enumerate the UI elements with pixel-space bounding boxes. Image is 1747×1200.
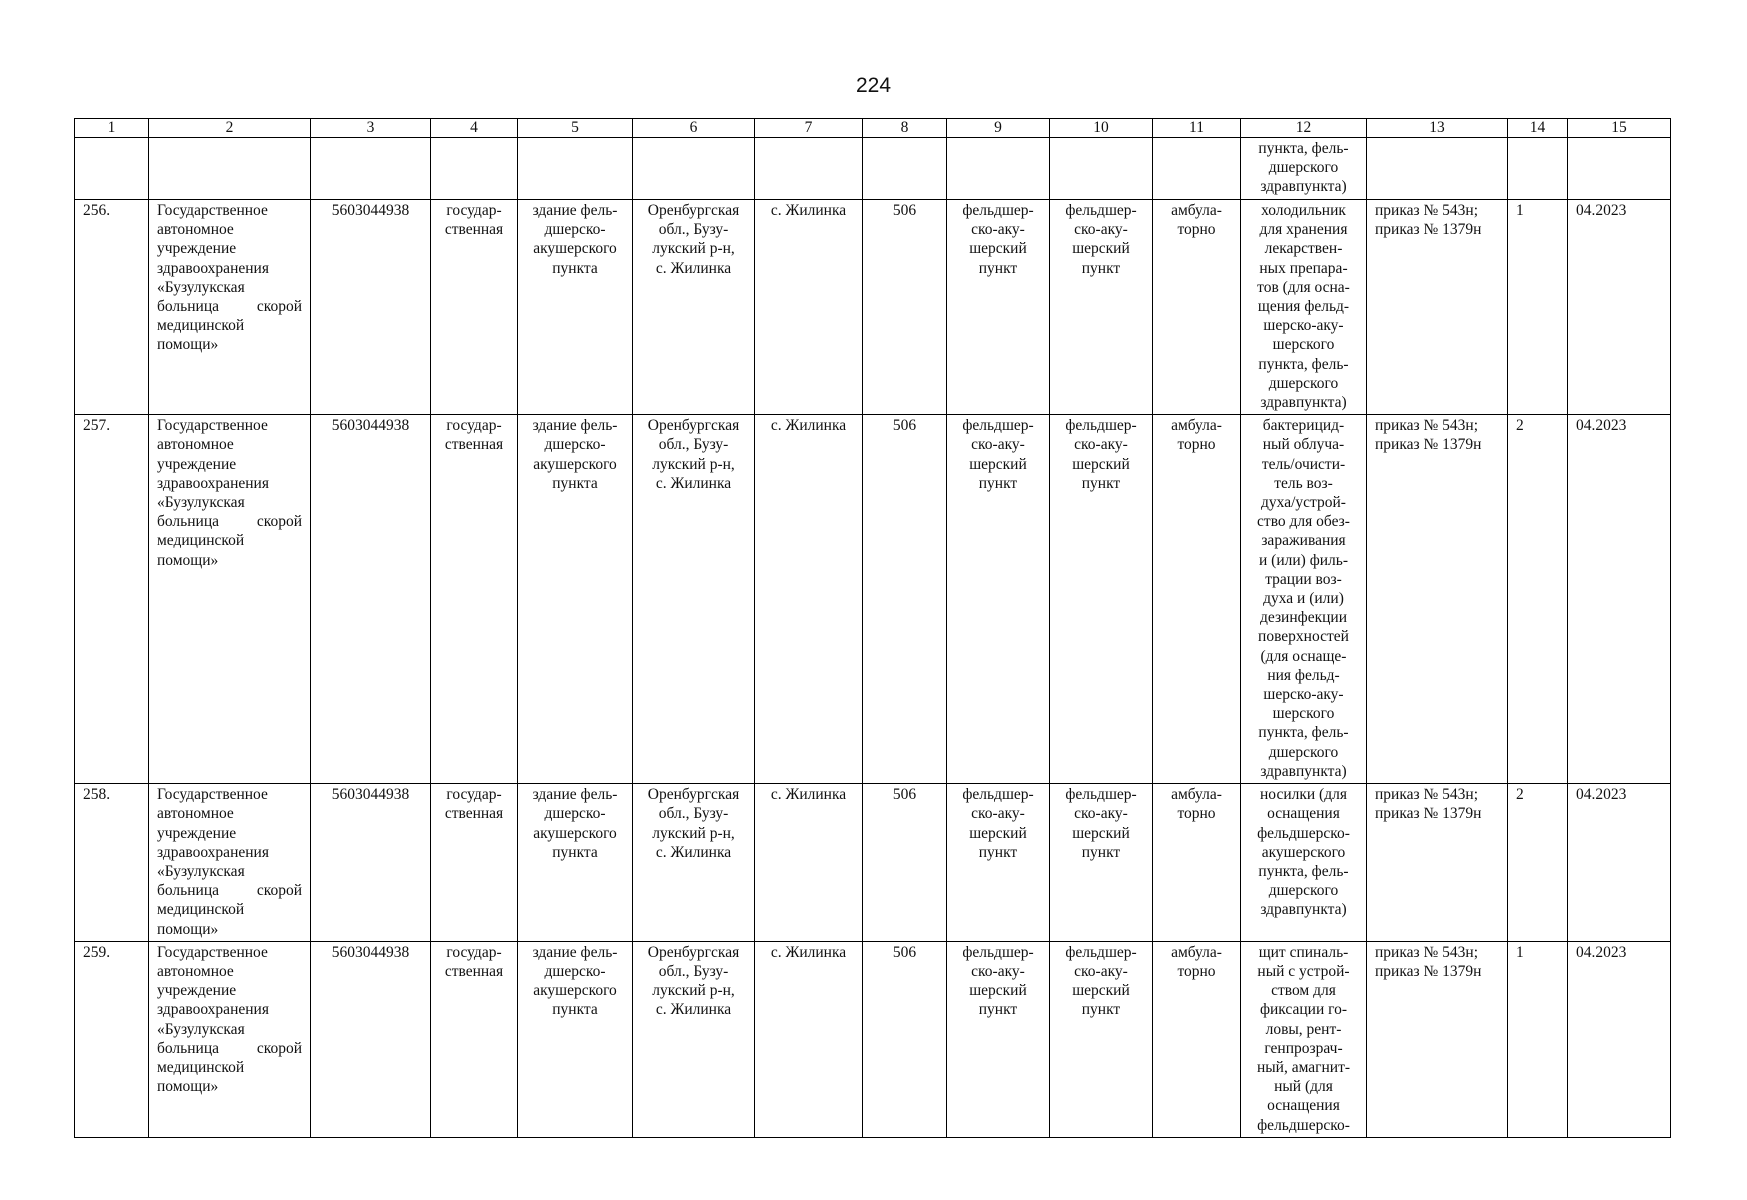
organization-name: Государственное автономное учреждение здравоохранения «Бузулукская больница скорой медицинской помощи» bbox=[157, 786, 302, 938]
locality: с. Жилинка bbox=[770, 202, 847, 219]
column-header: 2 bbox=[149, 119, 311, 138]
building: здание фель- дшерско- акушерского пункта bbox=[532, 786, 618, 861]
quantity: 2 bbox=[1516, 786, 1524, 804]
column-header: 5 bbox=[518, 119, 633, 138]
column-header: 11 bbox=[1153, 119, 1241, 138]
table-row bbox=[75, 784, 1671, 942]
regulatory-order: приказ № 543н; приказ № 1379н bbox=[1375, 786, 1482, 823]
building: здание фель- дшерско- акушерского пункта bbox=[532, 202, 618, 277]
care-conditions: амбула- торно bbox=[1171, 417, 1222, 454]
address: Оренбургская обл., Бузу- лукский р-н, с. Жилинка bbox=[647, 202, 740, 277]
column-header: 1 bbox=[75, 119, 149, 138]
care-conditions: амбула- торно bbox=[1171, 943, 1222, 980]
code: 506 bbox=[892, 202, 917, 219]
unit-type: фельдшер- ско-аку- шерский пункт bbox=[962, 417, 1034, 492]
date: 04.2023 bbox=[1576, 943, 1627, 961]
building: здание фель- дшерско- акушерского пункта bbox=[532, 943, 618, 1019]
column-header: 8 bbox=[863, 119, 947, 138]
address: Оренбургская обл., Бузу- лукский р-н, с. Жилинка bbox=[647, 786, 740, 861]
column-header: 14 bbox=[1508, 119, 1568, 138]
unit-name: фельдшер- ско-аку- шерский пункт bbox=[1065, 943, 1137, 1019]
regulatory-order: приказ № 543н; приказ № 1379н bbox=[1375, 202, 1482, 239]
column-header: 6 bbox=[633, 119, 755, 138]
unit-type: фельдшер- ско-аку- шерский пункт bbox=[962, 786, 1034, 861]
date: 04.2023 bbox=[1576, 786, 1627, 804]
quantity: 2 bbox=[1516, 417, 1524, 435]
organization-name: Государственное автономное учреждение здравоохранения «Бузулукская больница скорой медицинской помощи» bbox=[157, 417, 302, 569]
regulatory-order: приказ № 543н; приказ № 1379н bbox=[1375, 943, 1482, 980]
unit-type: фельдшер- ско-аку- шерский пункт bbox=[962, 943, 1034, 1019]
unit-type: фельдшер- ско-аку- шерский пункт bbox=[962, 202, 1034, 277]
table-row bbox=[75, 941, 1671, 1137]
unit-name: фельдшер- ско-аку- шерский пункт bbox=[1065, 417, 1137, 492]
page-number: 224 bbox=[855, 74, 892, 97]
row-number: 259. bbox=[83, 943, 111, 961]
organization-name: Государственное автономное учреждение здравоохранения «Бузулукская больница скорой медицинской помощи» bbox=[157, 943, 302, 1096]
organization-name: Государственное автономное учреждение здравоохранения «Бузулукская больница скорой медицинской помощи» bbox=[157, 202, 302, 354]
inn: 5603044938 bbox=[331, 943, 410, 961]
care-conditions: амбула- торно bbox=[1171, 786, 1222, 823]
row-number: 257. bbox=[83, 417, 111, 435]
address: Оренбургская обл., Бузу- лукский р-н, с. Жилинка bbox=[647, 943, 740, 1019]
ownership-form: государ- ственная bbox=[444, 786, 504, 823]
row-number: 258. bbox=[83, 786, 111, 804]
column-header: 4 bbox=[431, 119, 518, 138]
column-header: 3 bbox=[311, 119, 431, 138]
ownership-form: государ- ственная bbox=[444, 417, 504, 454]
column-header: 10 bbox=[1050, 119, 1153, 138]
ownership-form: государ- ственная bbox=[444, 202, 504, 239]
date: 04.2023 bbox=[1576, 202, 1627, 219]
locality: с. Жилинка bbox=[770, 943, 847, 961]
table-row bbox=[75, 200, 1671, 415]
table-row bbox=[75, 415, 1671, 784]
equipment-cell-continued: пункта, фель- дшерского здравпункта) bbox=[1258, 140, 1349, 196]
column-header: 7 bbox=[755, 119, 863, 138]
locality: с. Жилинка bbox=[770, 786, 847, 804]
column-header: 13 bbox=[1367, 119, 1508, 138]
unit-name: фельдшер- ско-аку- шерский пункт bbox=[1065, 202, 1137, 277]
equipment: щит спиналь- ный с устрой- ством для фиксации го- ловы, рент- генпрозрач- ный, амагнит- ный (для оснащения фельдшерско- bbox=[1256, 943, 1351, 1134]
locality: с. Жилинка bbox=[770, 417, 847, 435]
inn: 5603044938 bbox=[331, 202, 410, 219]
continuation-row bbox=[75, 138, 1671, 200]
building: здание фель- дшерско- акушерского пункта bbox=[532, 417, 618, 492]
date: 04.2023 bbox=[1576, 417, 1627, 435]
quantity: 1 bbox=[1516, 202, 1524, 219]
inn: 5603044938 bbox=[331, 417, 410, 435]
equipment-table bbox=[74, 118, 1671, 1138]
equipment: холодильник для хранения лекарствен- ных препара- тов (для осна- щения фельд- шерско-аку- шерского пункта, фель- дшерского здравпункта) bbox=[1257, 202, 1350, 412]
quantity: 1 bbox=[1516, 943, 1524, 961]
column-header: 15 bbox=[1568, 119, 1671, 138]
ownership-form: государ- ственная bbox=[444, 943, 504, 980]
column-header: 12 bbox=[1241, 119, 1367, 138]
inn: 5603044938 bbox=[331, 786, 410, 804]
equipment: носилки (для оснащения фельдшерско- акушерского пункта, фель- дшерского здравпункта) bbox=[1257, 786, 1350, 919]
code: 506 bbox=[892, 786, 917, 804]
unit-name: фельдшер- ско-аку- шерский пункт bbox=[1065, 786, 1137, 861]
care-conditions: амбула- торно bbox=[1171, 202, 1222, 239]
column-number-header-row bbox=[75, 119, 1671, 138]
regulatory-order: приказ № 543н; приказ № 1379н bbox=[1375, 417, 1482, 454]
code: 506 bbox=[892, 943, 917, 961]
address: Оренбургская обл., Бузу- лукский р-н, с. Жилинка bbox=[647, 417, 740, 492]
code: 506 bbox=[892, 417, 917, 435]
equipment: бактерицид- ный облуча- тель/очисти- тель воз- духа/устрой- ство для обез- зараживания и (или) филь- трации воз- духа и (или) дезинфекции поверхностей (для оснаще- ния фельд- шерско-аку- шерского пункта, фель- дшерского здравпункта) bbox=[1257, 417, 1350, 780]
row-number: 256. bbox=[83, 202, 111, 219]
column-header: 9 bbox=[947, 119, 1050, 138]
